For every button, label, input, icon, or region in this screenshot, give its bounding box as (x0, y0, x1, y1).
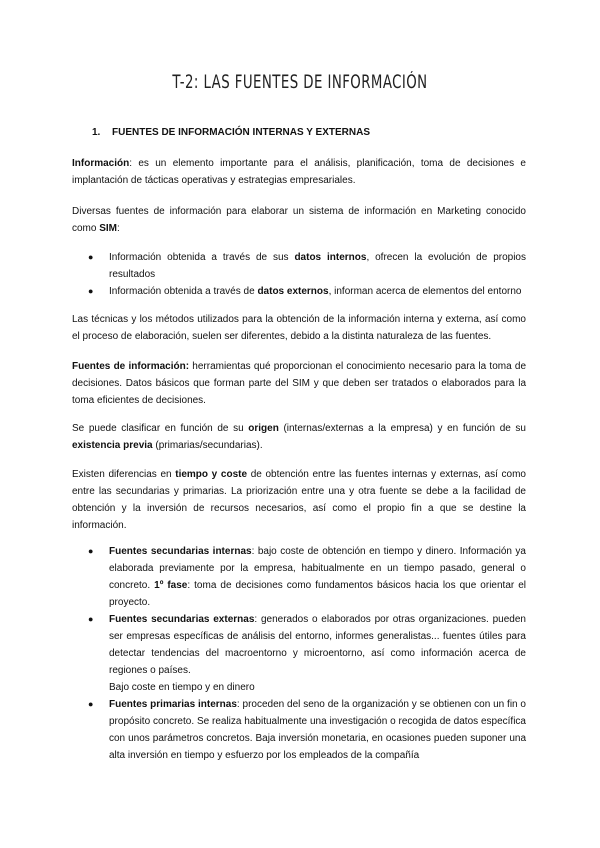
term-secundarias-internas: Fuentes secundarias internas (109, 546, 252, 557)
bullet-icon: ● (88, 614, 94, 624)
list-item-text: Información obtenida a través de (109, 286, 258, 297)
paragraph-text: : (117, 223, 120, 234)
list-item-text: : proceden del seno de la organización y se obtienen con un fin o propósito concreto. Se realiza habitualmente una investigación o recogida de datos específica con unos parámetros concretos. Baja inversión monetaria, en ocasiones pueden suponer una alta inversión en tiempo y esfuerzo por los empleados de la compañía (109, 699, 526, 761)
list-item (72, 283, 526, 300)
term-informacion: Información (72, 158, 130, 169)
term-origen: origen (248, 423, 279, 434)
list-item (72, 611, 526, 696)
bullet-icon: ● (88, 699, 94, 709)
source-types-list (72, 543, 526, 764)
term-fase: 1º fase (154, 580, 188, 591)
paragraph-diferencias (72, 466, 526, 534)
paragraph-tecnicas: Las técnicas y los métodos utilizados para la obtención de la información interna y externa, así como el proceso de elaboración, suelen ser diferentes, debido a la distinta naturaleza de las fuentes. (72, 314, 526, 342)
section-heading-text: FUENTES DE INFORMACIÓN INTERNAS Y EXTERNAS (112, 127, 370, 138)
paragraph-text: (primarias/secundarias). (152, 440, 263, 451)
section-heading (92, 127, 370, 138)
list-item (72, 249, 526, 283)
term-fuentes-informacion: Fuentes de información: (72, 361, 190, 372)
list-item (72, 696, 526, 764)
page-title: T-2: LAS FUENTES DE INFORMACIÓN (172, 72, 428, 93)
paragraph-sim (72, 203, 526, 237)
term-datos-externos: datos externos (257, 286, 329, 297)
list-item-text: , informan acerca de elementos del entorno (328, 286, 522, 297)
list-item-text: , ofrecen la evolución de propios resultados (109, 252, 526, 280)
list-item-note: Bajo coste en tiempo y en dinero (109, 682, 255, 693)
term-datos-internos: datos internos (294, 252, 367, 263)
bullet-icon: ● (88, 546, 94, 556)
paragraph-text: Existen diferencias en (72, 469, 176, 480)
paragraph-informacion (72, 155, 526, 189)
data-sources-list (72, 249, 526, 300)
list-item-text: : bajo coste de obtención en tiempo y dinero. Información ya elaborada previamente por la empresa, habitualmente en un tiempo pasado, general o concreto. (109, 546, 526, 591)
paragraph-text: de obtención entre las fuentes internas y externas, así como entre las secundarias y primarias. La priorización entre una y otra fuente se debe a la facilidad de obtención y la inversión de recursos necesarios, así como el propio fin a que se destine la información. (72, 469, 526, 531)
term-existencia-previa: existencia previa (72, 440, 153, 451)
list-item (72, 543, 526, 611)
term-sim: SIM (99, 223, 118, 234)
list-item-text: : toma de decisiones como fundamentos básicos hacia los que orientar el proyecto. (109, 580, 526, 608)
paragraph-text: herramientas qué proporcionan el conocimiento necesario para la toma de decisiones. Datos básicos que forman parte del SIM y que deben ser tratados o elaborados para la toma eficientes de decisiones. (72, 361, 527, 406)
term-secundarias-externas: Fuentes secundarias externas (109, 614, 255, 625)
bullet-icon: ● (88, 252, 94, 262)
paragraph-fuentes (72, 358, 526, 409)
section-number: 1. (92, 127, 101, 138)
list-item-text: Información obtenida a través de sus (109, 252, 295, 263)
list-item-text: : generados o elaborados por otras organizaciones. pueden ser empresas específicas de análisis del entorno, informes generalistas... fuentes útiles para detectar tendencias del macroentorno y microentorno, así como información acerca de regiones o países. (109, 614, 526, 676)
paragraph-text: (internas/externas a la empresa) y en función de su (278, 423, 526, 434)
bullet-icon: ● (88, 286, 94, 296)
paragraph-text: : es un elemento importante para el análisis, planificación, toma de decisiones e implantación de tácticas operativas y estrategias empresariales. (72, 158, 526, 186)
term-tiempo-coste: tiempo y coste (175, 469, 248, 480)
paragraph-text: Se puede clasificar en función de su (72, 423, 249, 434)
paragraph-text: Diversas fuentes de información para elaborar un sistema de información en Marketing conocido como (72, 206, 526, 234)
paragraph-clasificacion (72, 420, 526, 454)
term-primarias-internas: Fuentes primarias internas (109, 699, 237, 710)
